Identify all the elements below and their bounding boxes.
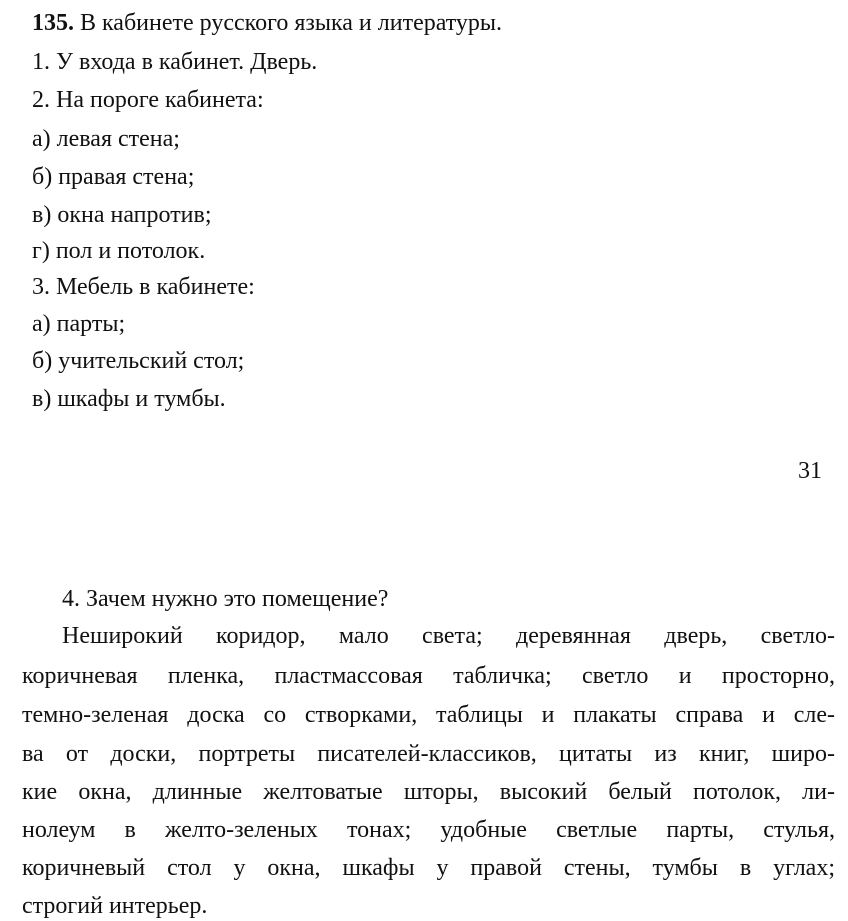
outline-item: 1. У входа в кабинет. Дверь. <box>32 49 318 75</box>
outline-item: в) шкафы и тумбы. <box>32 386 226 412</box>
exercise-number: 135. <box>32 10 74 36</box>
question-heading: 4. Зачем нужно это помещение? <box>62 586 389 612</box>
paragraph-line: ва от доски, портреты писателей-классиков, цитаты из книг, широ- <box>22 741 835 767</box>
page-number: 31 <box>798 458 822 484</box>
exercise-title <box>32 8 502 38</box>
outline-item: г) пол и потолок. <box>32 238 206 264</box>
paragraph-line: темно-зеленая доска со створками, таблицы и плакаты справа и сле- <box>22 702 835 728</box>
exercise-title-text: В кабинете русского языка и литературы. <box>80 10 503 36</box>
outline-item: б) правая стена; <box>32 164 195 190</box>
paragraph-line: нолеум в желто-зеленых тонах; удобные светлые парты, стулья, <box>22 817 835 843</box>
paragraph-line: строгий интерьер. <box>22 893 208 919</box>
outline-item: 3. Мебель в кабинете: <box>32 274 255 300</box>
paragraph-line: коричневая пленка, пластмассовая табличка; светло и просторно, <box>22 663 835 689</box>
outline-item: а) левая стена; <box>32 126 180 152</box>
outline-item: в) окна напротив; <box>32 202 212 228</box>
paragraph-line: коричневый стол у окна, шкафы у правой стены, тумбы в углах; <box>22 855 835 881</box>
outline-item: а) парты; <box>32 311 126 337</box>
outline-item: б) учительский стол; <box>32 348 245 374</box>
paragraph-line: кие окна, длинные желтоватые шторы, высокий белый потолок, ли- <box>22 779 835 805</box>
paragraph-line: Неширокий коридор, мало света; деревянная дверь, светло- <box>62 623 835 649</box>
outline-item: 2. На пороге кабинета: <box>32 87 264 113</box>
